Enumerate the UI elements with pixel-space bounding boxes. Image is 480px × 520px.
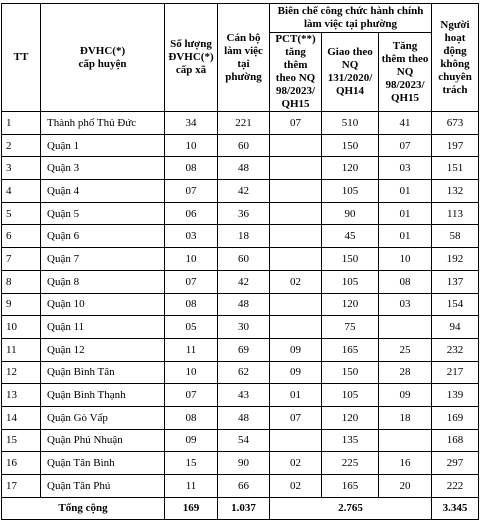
cell-name: Quận 7: [41, 248, 165, 271]
staffing-table: [1, 3, 479, 520]
cell-pct: [270, 180, 322, 203]
header-line: 131/2020/: [327, 72, 373, 84]
cell-tt: 15: [2, 429, 41, 452]
cell-giao: 150: [322, 134, 379, 157]
cell-giao: 90: [322, 202, 379, 225]
header-line: 98/2023/: [385, 78, 425, 91]
cell-nguoi: 94: [432, 316, 479, 339]
cell-tt: 6: [2, 225, 41, 248]
cell-nguoi: 197: [432, 134, 479, 157]
table-row: [2, 316, 479, 339]
cell-can-bo: 48: [218, 293, 270, 316]
cell-can-bo: 66: [218, 475, 270, 498]
cell-tang: 01: [379, 225, 432, 248]
header-line: NQ: [396, 65, 414, 78]
table-row: [2, 475, 479, 498]
cell-pct: 02: [270, 452, 322, 475]
total-so-luong: 169: [165, 497, 218, 519]
total-label: Tổng cộng: [2, 497, 165, 519]
header-line: Giao theo: [327, 46, 373, 58]
header-line: động: [443, 44, 467, 57]
header-line: ĐVHC(*): [168, 51, 214, 63]
cell-can-bo: 18: [218, 225, 270, 248]
cell-tt: 13: [2, 384, 41, 407]
header-line: PCT(**): [275, 33, 316, 45]
cell-name: Quận 10: [41, 293, 165, 316]
cell-tang: 25: [379, 338, 432, 361]
header-dvhc-line1: ĐVHC(*): [79, 44, 126, 57]
header-line: Người: [440, 18, 470, 31]
cell-tt: 8: [2, 270, 41, 293]
cell-giao: 75: [322, 316, 379, 339]
table-row: [2, 293, 479, 316]
cell-tt: 1: [2, 112, 41, 135]
header-line: làm việc tại phường: [303, 18, 398, 30]
cell-nguoi: 137: [432, 270, 479, 293]
cell-so-luong: 08: [165, 293, 218, 316]
cell-so-luong: 07: [165, 180, 218, 203]
cell-can-bo: 36: [218, 202, 270, 225]
cell-name: Quận Tân Phú: [41, 475, 165, 498]
cell-name: Quận Tân Bình: [41, 452, 165, 475]
cell-pct: [270, 293, 322, 316]
cell-tt: 12: [2, 361, 41, 384]
cell-so-luong: 03: [165, 225, 218, 248]
cell-tang: 41: [379, 112, 432, 135]
cell-name: Thành phố Thủ Đức: [41, 112, 165, 135]
cell-tang: 09: [379, 384, 432, 407]
cell-nguoi: 132: [432, 180, 479, 203]
table-row: [2, 202, 479, 225]
cell-tang: 08: [379, 270, 432, 293]
cell-pct: [270, 134, 322, 157]
cell-can-bo: 42: [218, 180, 270, 203]
cell-giao: 105: [322, 270, 379, 293]
cell-nguoi: 154: [432, 293, 479, 316]
cell-nguoi: 232: [432, 338, 479, 361]
cell-name: Quận Gò Vấp: [41, 406, 165, 429]
cell-can-bo: 62: [218, 361, 270, 384]
header-line: Tăng: [392, 39, 418, 52]
cell-nguoi: 169: [432, 406, 479, 429]
cell-name: Quận 4: [41, 180, 165, 203]
cell-name: Quận 11: [41, 316, 165, 339]
cell-so-luong: 10: [165, 361, 218, 384]
table-row: [2, 134, 479, 157]
cell-tt: 9: [2, 293, 41, 316]
cell-name: Quận Bình Thạnh: [41, 384, 165, 407]
header-dvhc-line2: cấp huyện: [78, 57, 127, 70]
header-row-1: [2, 4, 479, 33]
cell-giao: 105: [322, 180, 379, 203]
cell-tang: [379, 429, 432, 452]
cell-pct: [270, 316, 322, 339]
cell-giao: 150: [322, 248, 379, 271]
header-pct: [270, 33, 322, 112]
header-line: trách: [442, 83, 468, 96]
cell-tt: 5: [2, 202, 41, 225]
header-line: 98/2023/: [275, 85, 316, 97]
cell-can-bo: 90: [218, 452, 270, 475]
cell-can-bo: 48: [218, 157, 270, 180]
cell-tt: 14: [2, 406, 41, 429]
table-row: [2, 112, 479, 135]
cell-can-bo: 42: [218, 270, 270, 293]
cell-so-luong: 06: [165, 202, 218, 225]
header-line: cấp xã: [175, 64, 207, 76]
cell-pct: [270, 429, 322, 452]
header-line: theo NQ: [275, 72, 316, 84]
cell-can-bo: 60: [218, 248, 270, 271]
cell-pct: [270, 225, 322, 248]
cell-can-bo: 48: [218, 406, 270, 429]
cell-tang: 03: [379, 157, 432, 180]
cell-giao: 45: [322, 225, 379, 248]
cell-so-luong: 11: [165, 338, 218, 361]
header-so-luong: [165, 4, 218, 112]
cell-tt: 10: [2, 316, 41, 339]
cell-name: Quận 12: [41, 338, 165, 361]
header-nguoi-hoat-dong: [432, 4, 479, 112]
header-line: Số lượng: [170, 38, 212, 50]
header-giao-theo: [322, 33, 379, 112]
cell-giao: 120: [322, 157, 379, 180]
total-nguoi: 3.345: [432, 497, 479, 519]
cell-so-luong: 05: [165, 316, 218, 339]
cell-tt: 7: [2, 248, 41, 271]
cell-pct: 07: [270, 112, 322, 135]
cell-so-luong: 10: [165, 248, 218, 271]
cell-giao: 165: [322, 338, 379, 361]
cell-giao: 165: [322, 475, 379, 498]
cell-tt: 11: [2, 338, 41, 361]
cell-pct: [270, 157, 322, 180]
cell-tang: 01: [379, 180, 432, 203]
cell-nguoi: 113: [432, 202, 479, 225]
header-dvhc: [41, 4, 165, 112]
header-bien-che-group: [270, 4, 432, 33]
cell-tang: 01: [379, 202, 432, 225]
table-row: [2, 180, 479, 203]
cell-nguoi: 222: [432, 475, 479, 498]
table-row: [2, 157, 479, 180]
table-row: [2, 361, 479, 384]
cell-giao: 510: [322, 112, 379, 135]
cell-can-bo: 43: [218, 384, 270, 407]
cell-name: Quận 8: [41, 270, 165, 293]
header-line: Biên chế công chức hành chính: [277, 5, 424, 17]
cell-tang: 18: [379, 406, 432, 429]
cell-giao: 105: [322, 384, 379, 407]
cell-so-luong: 08: [165, 406, 218, 429]
cell-nguoi: 217: [432, 361, 479, 384]
table-row: [2, 248, 479, 271]
cell-so-luong: 09: [165, 429, 218, 452]
cell-nguoi: 673: [432, 112, 479, 135]
cell-pct: [270, 248, 322, 271]
header-line: không: [440, 57, 470, 70]
cell-name: Quận Bình Tân: [41, 361, 165, 384]
table-body: [2, 112, 479, 498]
header-tt: TT: [2, 4, 41, 112]
table-row: [2, 270, 479, 293]
header-line: QH14: [335, 85, 365, 97]
cell-so-luong: 10: [165, 134, 218, 157]
table-row: [2, 406, 479, 429]
cell-giao: 135: [322, 429, 379, 452]
header-line: thêm: [283, 59, 308, 71]
cell-tt: 17: [2, 475, 41, 498]
cell-giao: 225: [322, 452, 379, 475]
header-line: tại: [237, 57, 250, 70]
cell-pct: 01: [270, 384, 322, 407]
cell-tang: 20: [379, 475, 432, 498]
header-line: Cán bộ: [226, 31, 261, 44]
table-row: [2, 429, 479, 452]
cell-pct: 02: [270, 475, 322, 498]
cell-so-luong: 08: [165, 157, 218, 180]
cell-nguoi: 192: [432, 248, 479, 271]
cell-pct: 09: [270, 338, 322, 361]
cell-nguoi: 151: [432, 157, 479, 180]
cell-can-bo: 69: [218, 338, 270, 361]
cell-pct: 07: [270, 406, 322, 429]
cell-pct: 02: [270, 270, 322, 293]
header-line: thêm theo: [381, 52, 429, 65]
cell-so-luong: 34: [165, 112, 218, 135]
header-tang-them: [379, 33, 432, 112]
cell-name: Quận Phú Nhuận: [41, 429, 165, 452]
cell-tt: 4: [2, 180, 41, 203]
cell-name: Quận 5: [41, 202, 165, 225]
cell-nguoi: 58: [432, 225, 479, 248]
cell-pct: 09: [270, 361, 322, 384]
cell-so-luong: 07: [165, 384, 218, 407]
cell-can-bo: 54: [218, 429, 270, 452]
cell-so-luong: 11: [165, 475, 218, 498]
cell-tang: 03: [379, 293, 432, 316]
header-line: phường: [225, 70, 262, 83]
cell-tt: 3: [2, 157, 41, 180]
header-line: QH15: [281, 98, 310, 110]
cell-giao: 120: [322, 293, 379, 316]
cell-tang: [379, 316, 432, 339]
cell-so-luong: 07: [165, 270, 218, 293]
cell-tang: 28: [379, 361, 432, 384]
cell-name: Quận 3: [41, 157, 165, 180]
cell-giao: 150: [322, 361, 379, 384]
cell-can-bo: 221: [218, 112, 270, 135]
cell-nguoi: 168: [432, 429, 479, 452]
cell-name: Quận 6: [41, 225, 165, 248]
cell-so-luong: 15: [165, 452, 218, 475]
cell-giao: 120: [322, 406, 379, 429]
total-can-bo: 1.037: [218, 497, 270, 519]
header-line: làm việc: [224, 44, 263, 57]
header-can-bo: [218, 4, 270, 112]
cell-tang: 16: [379, 452, 432, 475]
cell-can-bo: 60: [218, 134, 270, 157]
cell-name: Quận 1: [41, 134, 165, 157]
header-line: QH15: [390, 91, 420, 104]
header-line: hoạt: [444, 31, 466, 44]
cell-can-bo: 30: [218, 316, 270, 339]
table-row: [2, 452, 479, 475]
cell-tt: 2: [2, 134, 41, 157]
cell-nguoi: 297: [432, 452, 479, 475]
total-bien-che: 2.765: [270, 497, 432, 519]
table-row: [2, 384, 479, 407]
cell-tt: 16: [2, 452, 41, 475]
table-row: [2, 225, 479, 248]
header-line: chuyên: [438, 70, 472, 83]
total-row: [2, 497, 479, 519]
cell-nguoi: 139: [432, 384, 479, 407]
header-line: tăng: [285, 46, 306, 58]
header-line: NQ: [341, 59, 359, 71]
table-row: [2, 338, 479, 361]
cell-tang: 10: [379, 248, 432, 271]
cell-tang: 07: [379, 134, 432, 157]
cell-pct: [270, 202, 322, 225]
